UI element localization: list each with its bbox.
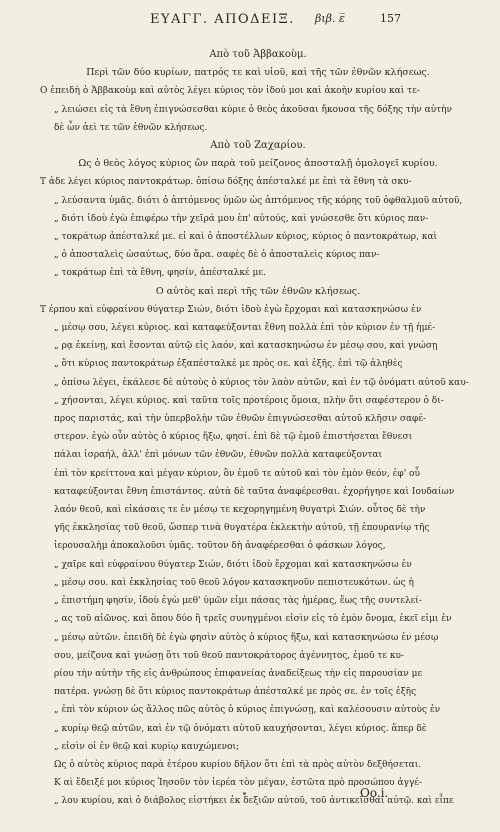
text-line: „ εἰσὶν οἱ ἐν θεῷ καὶ κυρίῳ καυχώμενοι; xyxy=(54,741,240,752)
page-body xyxy=(40,46,476,811)
running-title: ΕΥΑΓΓ. ΑΠΟΔΕΙΞ. xyxy=(150,12,295,27)
text-line: προς παριστάς, καὶ τὴν ὑπερβολὴν τῶν ἐθνῶν ἐπιγνώσεσθαι αὐτοῦ κλῆσιν σαφέ- xyxy=(54,414,427,425)
text-line: Τ έρπου καὶ εὐφραίνου θύγατερ Σιών, διότι ἰδοὺ ἐγὼ ἔρχομαι καὶ κατασκηνώσω ἐν xyxy=(40,304,422,315)
section-heading: Απὸ τοῦ Ζαχαρίου. xyxy=(210,140,306,152)
text-line: „ λου κυρίου, καὶ ὁ διάβολος εἱστήκει ἐκ δεξιῶν αὐτοῦ, τοῦ ἀντικεῖσθαι αὐτῷ. καὶ εἶπε xyxy=(54,796,454,807)
text-line: ρίου τὴν αὐτὴν τῆς εἰς ἀνθρώπους ἐπιφανείας ἀναδείξεως τὴν εἰς παρουσίαν με xyxy=(54,668,423,679)
running-header xyxy=(0,8,500,32)
text-line: „ ὀπίσω λέγει, ἐκάλεσε δὲ αὐτοὺς ὁ κύριος τὸν λαὸν αὐτῶν, καὶ ἐν τῷ ὀνόματι αὐτοῦ καυ- xyxy=(54,377,469,388)
text-line: „ ρᾳ ἐκείνῃ, καὶ ἔσονται αὐτῷ εἰς λαόν, καὶ κατασκηνώσω ἐν μέσῳ σου, καὶ γνώσῃ xyxy=(54,341,438,352)
text-line: „ ας τοῦ αἰῶνος. καὶ ὅπου δύο ἢ τρεῖς συνηγμένοι εἰσὶν εἰς τὸ ἐμὸν ὄνομα, ἐκεῖ εἰμι ἐν xyxy=(54,614,452,625)
section-subheading: Περὶ τῶν δύο κυρίων, πατρός τε καὶ υἱοῦ, καὶ τῆς τῶν ἐθνῶν κλήσεως. xyxy=(86,67,430,79)
text-line: „ ὁ ἀποσταλεὶς ὡσαύτως, δύο ἄρα. σαφὲς δὲ ὁ ἀποσταλεὶς κύριος παν- xyxy=(54,250,380,261)
text-line: „ ἐπιστήμη φησίν, ἰδοὺ ἐγὼ μεθ' ὑμῶν εἰμι πάσας τὰς ἡμέρας, ἕως τῆς συντελεί- xyxy=(54,596,422,607)
text-line: δὲ ὧν ἀεὶ τε τῶν ἐθνῶν κλήσεως. xyxy=(54,122,208,133)
text-line: στερον. ἐγὼ οὖν αὐτὸς ὁ κύριος ἥξω, φησί. ἐπὶ δὲ τῷ ἐμοῦ ἐπιστήσεται ἔθνεσι xyxy=(54,432,413,443)
text-line: πάλαι ἰσραήλ, ἀλλ' ἐπὶ μόνων τῶν ἐθνῶν, ἐθνῶν πολλὰ καταφεύξονται xyxy=(54,450,382,461)
text-line: καταφεύξονται ἔθνη ἐπιστάντος. αὐτὰ δὲ ταῦτα ἀναφέρεσθαι. ἐχορήγησε καὶ Ιουδαίων xyxy=(54,486,455,497)
text-line: „ ὅτι κύριος παντοκράτωρ ἐξαπέσταλκέ με πρὸς σε. καὶ ἑξῆς. ἐπὶ τῷ ἀληθὲς xyxy=(54,359,403,370)
text-line: Ο ἐπειδὴ ὁ Ἀββακοὺμ καὶ αὐτὸς λέγει κύριος τὸν ἰδού μοι καὶ ἀκοὴν κυρίου καὶ τε- xyxy=(40,86,420,97)
text-line: ἱερουσαλὴμ ἀποκαλοῦσι ὑμᾶς. τοῦτον δὴ ἀναφέρεσθαι ὁ φάσκων λόγος, xyxy=(54,541,386,552)
page-number: 157 xyxy=(380,12,401,25)
text-line: „ χαῖρε καὶ εὐφραίνου θύγατερ Σιών, διότι ἰδοὺ ἔρχομαι καὶ κατασκηνώσω ἐν xyxy=(54,559,412,570)
text-line: Ως ὁ αὐτὸς κύριος παρὰ ἑτέρου κυρίου δῆλον ὅτι ἐπὶ τὰ πρὸς αὐτὸν δεξθήσεται. xyxy=(54,759,422,770)
text-line: σου, μείζονα καὶ γνώσῃ ὅτι τοῦ θεοῦ παντοκράτορος ἀγέννητος, ἐμοῦ τε κυ- xyxy=(54,650,405,661)
text-line: „ μέσῳ σου. καὶ ἐκκλησίας τοῦ θεοῦ λόγον κατασκηνοῦν πεπιστευκότων. ὡς ἡ xyxy=(54,577,414,588)
text-line: „ τοκράτωρ ἀπέσταλκέ με. εἰ καὶ ὁ ἀποστέλλων κύριος, κύριος ὁ παντοκράτωρ, καὶ xyxy=(54,232,438,243)
page-dot xyxy=(243,792,246,795)
text-line: Τ ἀδε λέγει κύριος παντοκράτωρ. ὀπίσω δόξης ἀπέσταλκέ με ἐπὶ τὰ ἔθνη τὰ σκυ- xyxy=(40,177,412,188)
signature-mark: Oo.i. xyxy=(360,786,389,800)
text-line: „ λειώσει εἰς τὰ ἔθνη ἐπιγνώσεσθαι κύριε ὁ θεὸς ἀκοῦσαι ἤκουσα τῆς δόξης τὴν αὐτὴν xyxy=(54,104,452,115)
text-line: „ μέσῳ αὐτῶν. ἐπειδὴ δὲ ἐγὼ φησὶν αὐτὸς ὁ κύριος ἥξω, καὶ κατασκηνώσω ἐν μέσῳ xyxy=(54,632,439,643)
text-line: πατέρα. γνώσῃ δὲ ὅτι κύριος παντοκράτωρ ἀπέσταλκέ με πρὸς σε. ἐν τοῖς ἑξῆς xyxy=(54,687,417,698)
text-line: „ κυρίῳ θεῷ αὐτῶν, καὶ ἐν τῷ ὀνόματι αὐτοῦ καυχήσονται, λέγει κύριος. ἅπερ δὲ xyxy=(54,723,427,734)
text-line: „ λεύσαντα ὑμᾶς. διότι ὁ ἁπτόμενος ὑμῶν ὡς ἁπτόμενος τῆς κόρης τοῦ ὀφθαλμοῦ αὐτοῦ, xyxy=(54,195,463,206)
text-line: „ μέσῳ σου, λέγει κύριος. καὶ καταφεύξονται ἔθνη πολλὰ ἐπὶ τὸν κύριον ἐν τῇ ἡμέ- xyxy=(54,323,436,334)
text-line: „ τοκράτωρ ἐπὶ τὰ ἔθνη, φησίν, ἀπέσταλκέ με. xyxy=(54,268,266,279)
section-heading: Απὸ τοῦ Ἀββακοὺμ. xyxy=(209,49,307,60)
text-line: γῆς ἐκκλησίας τοῦ θεοῦ, ὥσπερ τινὰ θυγατέρα ἐκλεκτὴν αὐτοῦ, τῇ ἐπουρανίῳ τῆς xyxy=(54,523,430,534)
text-line: Κ αὶ ἔδειξέ μοι κύριος Ἰησοῦν τὸν ἱερέα τὸν μέγαν, ἑστῶτα πρὸ προσώπου ἀγγέ- xyxy=(54,778,423,789)
book-reference: βιβ. ε̅ xyxy=(315,12,345,25)
text-line: ἐπὶ τὸν κρείττονα καὶ μέγαν κύριον, ὃν ἐμοῦ τε αὐτοῦ καὶ τὸν ἐμὸν θεόν, ἐφ' οὗ xyxy=(54,468,420,479)
text-line: „ χήσονται, λέγει κύριος. καὶ ταῦτα τοῖς προτέροις ὅμοια, πλὴν ὅτι σαφέστερον ὁ δι- xyxy=(54,395,444,406)
section-subheading: Ο αὐτὸς καὶ περὶ τῆς τῶν ἐθνῶν κλήσεως. xyxy=(155,285,361,297)
text-line: „ ἐπὶ τὸν κύριον ὡς ἄλλος πῶς αὐτὸς ὁ κύριος ἐπιγνώσῃ, καὶ καλέσουσιν αὐτοὺς ἐν xyxy=(54,705,441,716)
text-line: λαόν θεοῦ, καὶ εἰκάσαις τε ἐν μέσῳ τε κεχορηγημένη θυγατρὶ Σιών. οὗτος δὲ τὴν xyxy=(54,505,426,516)
text-line: „ διότι ἰδοὺ ἐγὼ ἐπιφέρω τὴν χεῖρά μου ἐπ' αὐτούς, καὶ γνώσεσθε ὅτι κύριος παν- xyxy=(54,213,429,224)
section-subheading: Ως ὁ θεὸς λόγος κύριος ὢν παρὰ τοῦ μείζονος ἀποσταλῇ ὁμολογεῖ κυρίου. xyxy=(78,158,438,170)
